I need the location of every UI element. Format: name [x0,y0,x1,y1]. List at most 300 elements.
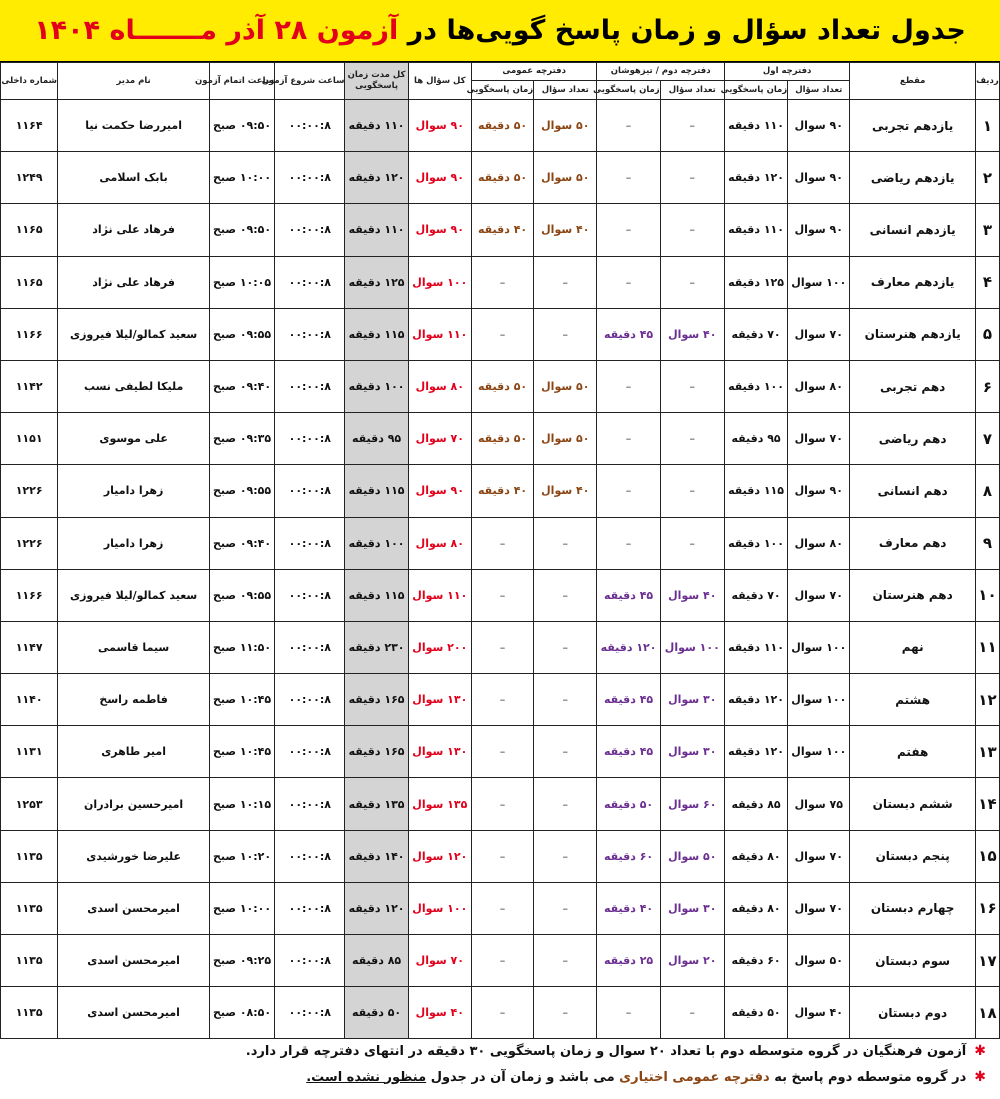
internal-number-cell: ۱۱۳۵ [1,830,58,882]
booklet2-count-cell: – [660,256,724,308]
end-time-cell: ۰۹:۵۵ صبح [209,465,274,517]
grade-cell: پنجم دبستان [850,830,976,882]
total-questions-cell: ۱۰۰ سوال [408,882,471,934]
general-count-cell: – [534,621,597,673]
booklet2-time-cell: – [597,152,660,204]
table-row [1,256,1000,308]
header-b2-count: تعداد سؤال [660,81,724,100]
grade-cell: سوم دبستان [850,935,976,987]
table-row [1,360,1000,412]
total-time-cell: ۵۰ دقیقه [345,987,408,1039]
booklet1-time-cell: ۸۰ دقیقه [724,882,787,934]
booklet2-time-cell: ۴۵ دقیقه [597,726,660,778]
booklet2-time-cell: ۶۰ دقیقه [597,830,660,882]
total-time-cell: ۱۱۵ دقیقه [345,465,408,517]
total-questions-cell: ۹۰ سوال [408,204,471,256]
director-cell: بابک اسلامی [58,152,210,204]
general-time-cell: ۴۰ دقیقه [471,204,533,256]
internal-number-cell: ۱۱۳۵ [1,935,58,987]
booklet1-time-cell: ۱۱۰ دقیقه [724,621,787,673]
general-count-cell: ۵۰ سوال [534,152,597,204]
row-number: ۱۵ [975,830,999,882]
booklet1-time-cell: ۱۰۰ دقیقه [724,517,787,569]
booklet1-time-cell: ۱۱۰ دقیقه [724,204,787,256]
booklet1-count-cell: ۹۰ سوال [788,100,850,152]
grade-cell: دهم معارف [850,517,976,569]
booklet1-count-cell: ۱۰۰ سوال [788,674,850,726]
grade-cell: دهم ریاضی [850,413,976,465]
internal-number-cell: ۱۱۳۱ [1,726,58,778]
general-time-cell: – [471,726,533,778]
director-cell: فرهاد علی نژاد [58,204,210,256]
table-row [1,465,1000,517]
booklet2-count-cell: – [660,517,724,569]
grade-cell: ششم دبستان [850,778,976,830]
booklet1-count-cell: ۹۰ سوال [788,204,850,256]
internal-number-cell: ۱۱۳۵ [1,987,58,1039]
row-number: ۱۷ [975,935,999,987]
booklet1-count-cell: ۷۰ سوال [788,882,850,934]
director-cell: زهرا دامیار [58,465,210,517]
internal-number-cell: ۱۱۴۰ [1,674,58,726]
footnote-1-text: آزمون فرهنگیان در گروه متوسطه دوم با تعداد ۲۰ سوال و زمان پاسخگویی ۳۰ دقیقه در انتهای دفترچه قرار دارد. [245,1043,967,1059]
general-count-cell: – [534,882,597,934]
table-row [1,830,1000,882]
row-number: ۳ [975,204,999,256]
director-cell: امیررضا حکمت نیا [58,100,210,152]
total-time-cell: ۱۰۰ دقیقه [345,360,408,412]
booklet2-time-cell: ۴۵ دقیقه [597,674,660,726]
general-time-cell: ۵۰ دقیقه [471,100,533,152]
booklet1-time-cell: ۷۰ دقیقه [724,308,787,360]
table-row [1,413,1000,465]
start-time-cell: ۰۰:۰۰:۸ [275,621,345,673]
general-count-cell: – [534,830,597,882]
booklet1-count-cell: ۸۰ سوال [788,360,850,412]
start-time-cell: ۰۰:۰۰:۸ [275,830,345,882]
header-general-booklet: دفترچه عمومی [471,63,596,81]
start-time-cell: ۰۰:۰۰:۸ [275,465,345,517]
general-count-cell: – [534,674,597,726]
grade-cell: یازدهم معارف [850,256,976,308]
booklet1-count-cell: ۹۰ سوال [788,465,850,517]
table-row [1,569,1000,621]
total-time-cell: ۱۰۰ دقیقه [345,517,408,569]
booklet1-count-cell: ۸۰ سوال [788,517,850,569]
booklet2-count-cell: ۱۰۰ سوال [660,621,724,673]
booklet2-count-cell: ۲۰ سوال [660,935,724,987]
total-questions-cell: ۹۰ سوال [408,100,471,152]
table-row [1,674,1000,726]
table-row [1,308,1000,360]
table-row [1,882,1000,934]
header-grade: مقطع [850,63,976,100]
booklet2-time-cell: ۱۲۰ دقیقه [597,621,660,673]
footnote-2-text-b: می باشد و زمان آن در جدول [430,1069,615,1085]
general-time-cell: – [471,882,533,934]
director-cell: علیرضا خورشیدی [58,830,210,882]
grade-cell: هشتم [850,674,976,726]
footnote-2-underlined: منظور نشده است. [306,1069,427,1085]
row-number: ۹ [975,517,999,569]
booklet2-time-cell: – [597,256,660,308]
start-time-cell: ۰۰:۰۰:۸ [275,987,345,1039]
general-time-cell: ۵۰ دقیقه [471,413,533,465]
general-time-cell: – [471,778,533,830]
header-booklet-2: دفترچه دوم / تیزهوشان [597,63,725,81]
general-time-cell: – [471,935,533,987]
booklet2-count-cell: – [660,152,724,204]
internal-number-cell: ۱۲۲۶ [1,465,58,517]
director-cell: علی موسوی [58,413,210,465]
internal-number-cell: ۱۲۴۹ [1,152,58,204]
end-time-cell: ۱۰:۲۰ صبح [209,830,274,882]
booklet1-count-cell: ۷۰ سوال [788,413,850,465]
booklet2-count-cell: ۳۰ سوال [660,882,724,934]
total-questions-cell: ۱۳۰ سوال [408,674,471,726]
booklet1-count-cell: ۱۰۰ سوال [788,726,850,778]
grade-cell: یازدهم ریاضی [850,152,976,204]
end-time-cell: ۰۹:۴۰ صبح [209,360,274,412]
director-cell: امیرحسین برادران [58,778,210,830]
booklet2-time-cell: ۴۵ دقیقه [597,569,660,621]
footnote-2-highlight: دفترچه عمومی اختیاری [619,1069,770,1085]
header-general-time: زمان پاسخگویی [471,81,533,100]
start-time-cell: ۰۰:۰۰:۸ [275,726,345,778]
header-row-number: ردیف [975,63,999,100]
start-time-cell: ۰۰:۰۰:۸ [275,100,345,152]
internal-number-cell: ۱۱۶۶ [1,569,58,621]
general-count-cell: – [534,256,597,308]
row-number: ۱۰ [975,569,999,621]
internal-number-cell: ۱۱۶۵ [1,204,58,256]
director-cell: سعید کمالو/لیلا فیروزی [58,569,210,621]
total-questions-cell: ۹۰ سوال [408,152,471,204]
booklet1-count-cell: ۱۰۰ سوال [788,621,850,673]
booklet1-time-cell: ۸۰ دقیقه [724,830,787,882]
director-cell: سعید کمالو/لیلا فیروزی [58,308,210,360]
general-count-cell: – [534,987,597,1039]
header-general-count: تعداد سؤال [534,81,597,100]
booklet2-count-cell: ۵۰ سوال [660,830,724,882]
director-cell: سیما قاسمی [58,621,210,673]
general-time-cell: ۵۰ دقیقه [471,152,533,204]
general-count-cell: – [534,517,597,569]
general-time-cell: – [471,256,533,308]
total-questions-cell: ۱۳۵ سوال [408,778,471,830]
grade-cell: یازدهم تجربی [850,100,976,152]
internal-number-cell: ۱۱۵۱ [1,413,58,465]
end-time-cell: ۰۸:۵۰ صبح [209,987,274,1039]
booklet2-time-cell: – [597,517,660,569]
internal-number-cell: ۱۲۲۶ [1,517,58,569]
footnote-2-text-a: در گروه متوسطه دوم پاسخ به [774,1069,967,1085]
asterisk-bullet-icon: ✱ [974,1069,986,1085]
booklet2-count-cell: ۶۰ سوال [660,778,724,830]
end-time-cell: ۱۰:۴۵ صبح [209,726,274,778]
general-count-cell: – [534,569,597,621]
booklet2-count-cell: – [660,204,724,256]
start-time-cell: ۰۰:۰۰:۸ [275,152,345,204]
total-time-cell: ۱۲۰ دقیقه [345,882,408,934]
start-time-cell: ۰۰:۰۰:۸ [275,413,345,465]
total-time-cell: ۱۱۰ دقیقه [345,204,408,256]
table-body [1,100,1000,1039]
row-number: ۵ [975,308,999,360]
start-time-cell: ۰۰:۰۰:۸ [275,882,345,934]
booklet1-time-cell: ۷۰ دقیقه [724,569,787,621]
total-questions-cell: ۸۰ سوال [408,360,471,412]
end-time-cell: ۰۹:۵۵ صبح [209,569,274,621]
grade-cell: دهم انسانی [850,465,976,517]
end-time-cell: ۰۹:۵۰ صبح [209,204,274,256]
general-time-cell: – [471,569,533,621]
booklet1-time-cell: ۸۵ دقیقه [724,778,787,830]
booklet1-time-cell: ۱۰۰ دقیقه [724,360,787,412]
internal-number-cell: ۱۱۴۲ [1,360,58,412]
total-time-cell: ۱۲۰ دقیقه [345,152,408,204]
total-questions-cell: ۴۰ سوال [408,987,471,1039]
booklet1-count-cell: ۴۰ سوال [788,987,850,1039]
grade-cell: چهارم دبستان [850,882,976,934]
row-number: ۱۶ [975,882,999,934]
start-time-cell: ۰۰:۰۰:۸ [275,204,345,256]
title-part-2: آزمون ۲۸ آذر مـــــــاه ۱۴۰۴ [34,15,399,46]
row-number: ۷ [975,413,999,465]
total-time-cell: ۱۳۵ دقیقه [345,778,408,830]
grade-cell: نهم [850,621,976,673]
title-part-1: جدول تعداد سؤال و زمان پاسخ گویی‌ها در [407,15,966,46]
row-number: ۱۲ [975,674,999,726]
general-time-cell: – [471,621,533,673]
footnote-2 [0,1064,1000,1090]
footnotes [0,1038,1000,1090]
asterisk-bullet-icon: ✱ [974,1043,986,1059]
booklet1-time-cell: ۶۰ دقیقه [724,935,787,987]
end-time-cell: ۰۹:۴۰ صبح [209,517,274,569]
booklet1-time-cell: ۱۲۰ دقیقه [724,674,787,726]
booklet2-time-cell: – [597,987,660,1039]
booklet2-time-cell: – [597,465,660,517]
schedule-table [0,62,1000,1039]
booklet2-count-cell: – [660,413,724,465]
grade-cell: دوم دبستان [850,987,976,1039]
grade-cell: دهم تجربی [850,360,976,412]
grade-cell: یازدهم انسانی [850,204,976,256]
booklet2-time-cell: – [597,204,660,256]
booklet1-time-cell: ۹۵ دقیقه [724,413,787,465]
table-row [1,517,1000,569]
booklet1-count-cell: ۹۰ سوال [788,152,850,204]
booklet2-count-cell: ۳۰ سوال [660,674,724,726]
header-booklet-1: دفترچه اول [724,63,849,81]
internal-number-cell: ۱۱۴۷ [1,621,58,673]
table-row [1,621,1000,673]
table-row [1,935,1000,987]
end-time-cell: ۰۹:۵۵ صبح [209,308,274,360]
table-row [1,100,1000,152]
internal-number-cell: ۱۱۶۶ [1,308,58,360]
director-cell: ملیکا لطیفی نسب [58,360,210,412]
row-number: ۱ [975,100,999,152]
header-start-time: ساعت شروع آزمون [275,63,345,100]
general-time-cell: – [471,830,533,882]
table-row [1,778,1000,830]
total-time-cell: ۸۵ دقیقه [345,935,408,987]
total-time-cell: ۱۴۰ دقیقه [345,830,408,882]
internal-number-cell: ۱۱۶۵ [1,256,58,308]
total-time-cell: ۱۲۵ دقیقه [345,256,408,308]
total-questions-cell: ۱۲۰ سوال [408,830,471,882]
general-time-cell: – [471,674,533,726]
total-questions-cell: ۲۰۰ سوال [408,621,471,673]
booklet2-count-cell: – [660,360,724,412]
start-time-cell: ۰۰:۰۰:۸ [275,674,345,726]
general-time-cell: ۴۰ دقیقه [471,465,533,517]
internal-number-cell: ۱۱۶۴ [1,100,58,152]
general-time-cell: ۵۰ دقیقه [471,360,533,412]
title-banner [0,0,1000,62]
director-cell: امیرمحسن اسدی [58,935,210,987]
general-count-cell: – [534,778,597,830]
header-total-time: کل مدت زمان پاسخگویی [345,63,408,100]
booklet1-count-cell: ۵۰ سوال [788,935,850,987]
director-cell: امیر طاهری [58,726,210,778]
table-row [1,987,1000,1039]
start-time-cell: ۰۰:۰۰:۸ [275,935,345,987]
total-time-cell: ۱۱۰ دقیقه [345,100,408,152]
director-cell: زهرا دامیار [58,517,210,569]
header-b1-time: زمان پاسخگویی [724,81,787,100]
footnote-1 [0,1038,1000,1064]
director-cell: امیرمحسن اسدی [58,882,210,934]
general-time-cell: – [471,517,533,569]
general-count-cell: – [534,726,597,778]
table-row [1,152,1000,204]
booklet1-time-cell: ۱۱۵ دقیقه [724,465,787,517]
booklet1-count-cell: ۷۰ سوال [788,569,850,621]
start-time-cell: ۰۰:۰۰:۸ [275,360,345,412]
row-number: ۱۸ [975,987,999,1039]
header-director: نام مدیر [58,63,210,100]
row-number: ۴ [975,256,999,308]
total-time-cell: ۱۱۵ دقیقه [345,308,408,360]
director-cell: فاطمه راسخ [58,674,210,726]
end-time-cell: ۱۱:۵۰ صبح [209,621,274,673]
header-b2-time: زمان پاسخگویی [597,81,660,100]
internal-number-cell: ۱۱۳۵ [1,882,58,934]
total-time-cell: ۱۶۵ دقیقه [345,726,408,778]
booklet2-time-cell: – [597,360,660,412]
booklet1-count-cell: ۷۰ سوال [788,830,850,882]
row-number: ۶ [975,360,999,412]
general-count-cell: – [534,935,597,987]
row-number: ۱۳ [975,726,999,778]
booklet2-count-cell: – [660,100,724,152]
row-number: ۸ [975,465,999,517]
header-total-questions: کل سؤال ها [408,63,471,100]
booklet1-time-cell: ۵۰ دقیقه [724,987,787,1039]
booklet2-time-cell: ۴۵ دقیقه [597,308,660,360]
end-time-cell: ۱۰:۰۰ صبح [209,152,274,204]
total-questions-cell: ۱۰۰ سوال [408,256,471,308]
total-time-cell: ۲۳۰ دقیقه [345,621,408,673]
booklet1-time-cell: ۱۲۰ دقیقه [724,726,787,778]
booklet1-time-cell: ۱۲۰ دقیقه [724,152,787,204]
booklet2-time-cell: – [597,413,660,465]
total-questions-cell: ۱۱۰ سوال [408,308,471,360]
total-questions-cell: ۹۰ سوال [408,465,471,517]
general-count-cell: ۵۰ سوال [534,413,597,465]
general-count-cell: ۵۰ سوال [534,100,597,152]
general-count-cell: ۴۰ سوال [534,465,597,517]
header-internal-number: شماره داخلی [1,63,58,100]
booklet2-count-cell: – [660,465,724,517]
table-row [1,204,1000,256]
start-time-cell: ۰۰:۰۰:۸ [275,308,345,360]
total-questions-cell: ۷۰ سوال [408,935,471,987]
end-time-cell: ۱۰:۱۵ صبح [209,778,274,830]
general-count-cell: ۵۰ سوال [534,360,597,412]
booklet2-count-cell: ۴۰ سوال [660,308,724,360]
total-questions-cell: ۸۰ سوال [408,517,471,569]
grade-cell: یازدهم هنرستان [850,308,976,360]
booklet1-count-cell: ۷۵ سوال [788,778,850,830]
director-cell: فرهاد علی نژاد [58,256,210,308]
total-questions-cell: ۱۳۰ سوال [408,726,471,778]
total-time-cell: ۹۵ دقیقه [345,413,408,465]
start-time-cell: ۰۰:۰۰:۸ [275,517,345,569]
general-count-cell: ۴۰ سوال [534,204,597,256]
total-questions-cell: ۱۱۰ سوال [408,569,471,621]
booklet1-time-cell: ۱۲۵ دقیقه [724,256,787,308]
end-time-cell: ۱۰:۰۰ صبح [209,882,274,934]
internal-number-cell: ۱۲۵۳ [1,778,58,830]
booklet1-count-cell: ۱۰۰ سوال [788,256,850,308]
general-time-cell: – [471,987,533,1039]
row-number: ۱۱ [975,621,999,673]
general-time-cell: – [471,308,533,360]
booklet2-time-cell: ۲۵ دقیقه [597,935,660,987]
total-questions-cell: ۷۰ سوال [408,413,471,465]
booklet1-count-cell: ۷۰ سوال [788,308,850,360]
end-time-cell: ۱۰:۰۵ صبح [209,256,274,308]
start-time-cell: ۰۰:۰۰:۸ [275,569,345,621]
booklet2-time-cell: ۴۰ دقیقه [597,882,660,934]
row-number: ۱۴ [975,778,999,830]
total-time-cell: ۱۶۵ دقیقه [345,674,408,726]
booklet2-time-cell: – [597,100,660,152]
booklet2-count-cell: ۳۰ سوال [660,726,724,778]
grade-cell: دهم هنرستان [850,569,976,621]
header-b1-count: تعداد سؤال [788,81,850,100]
start-time-cell: ۰۰:۰۰:۸ [275,256,345,308]
grade-cell: هفتم [850,726,976,778]
end-time-cell: ۰۹:۲۵ صبح [209,935,274,987]
header-end-time: ساعت اتمام آزمون [209,63,274,100]
director-cell: امیرمحسن اسدی [58,987,210,1039]
booklet2-count-cell: – [660,987,724,1039]
general-count-cell: – [534,308,597,360]
booklet1-time-cell: ۱۱۰ دقیقه [724,100,787,152]
end-time-cell: ۱۰:۴۵ صبح [209,674,274,726]
booklet2-count-cell: ۴۰ سوال [660,569,724,621]
table-row [1,726,1000,778]
total-time-cell: ۱۱۵ دقیقه [345,569,408,621]
booklet2-time-cell: ۵۰ دقیقه [597,778,660,830]
start-time-cell: ۰۰:۰۰:۸ [275,778,345,830]
end-time-cell: ۰۹:۳۵ صبح [209,413,274,465]
